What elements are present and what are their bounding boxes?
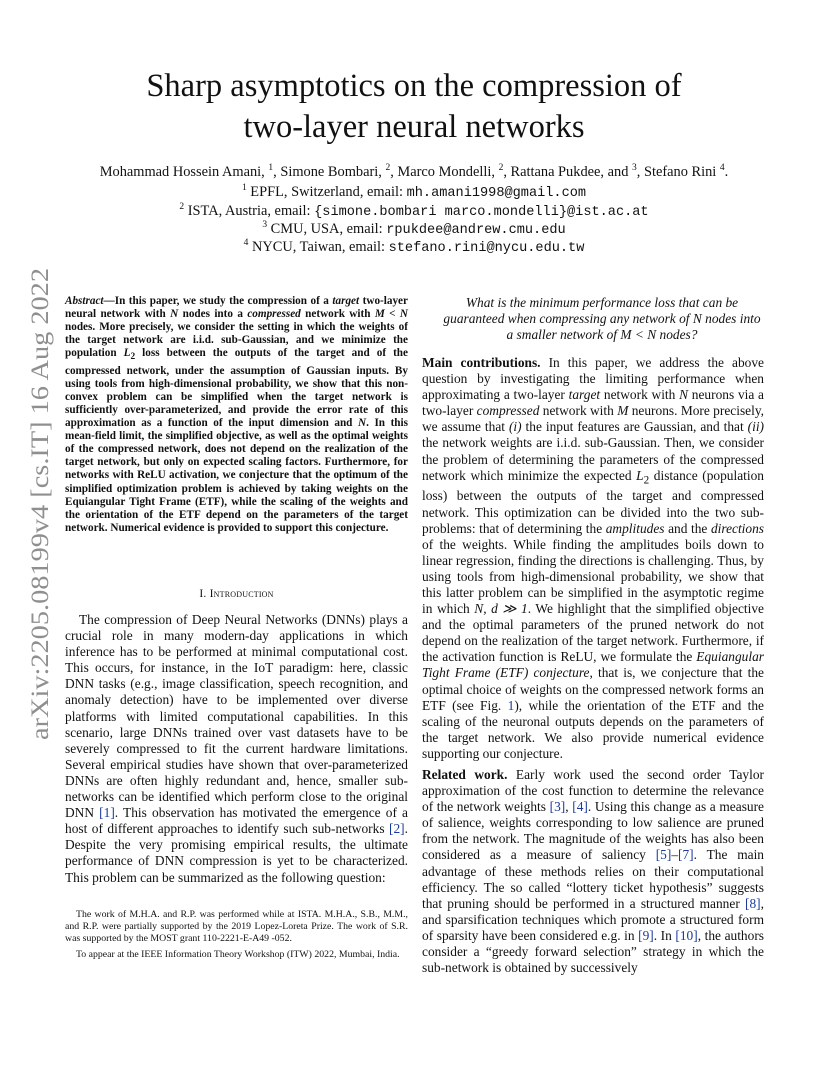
body-text: . Using this change as a measure of salience, weights corresponding to low salience are pruned from the network. The magnitude of the weights has also been considered as a measure of saliency: [422, 799, 764, 863]
author-mondelli: , Marco Mondelli,: [390, 164, 495, 180]
research-question: [440, 295, 764, 343]
figure-reference-link[interactable]: 1: [507, 697, 515, 713]
body-text: neurons via a two-layer: [422, 387, 765, 419]
author-affiliation-mark: 2: [498, 163, 504, 174]
body-text: ,: [565, 799, 573, 815]
abstract-text: . In this mean-field limit, the simplified objective, as well as the optimal weights of the compressed network, does not depend on the realization of the target network, but only on expected scaling factors. Furthermore, for networks with ReLU activation, we conjecture that the optimum of the simplified optimization problem is achieved by taking weights on the Equiangular Tight Frame (ETF), while the scaling of the weights and the orientation of the ETF depend on the parameters of the target network. Numerical evidence is provided to support this conjecture.: [65, 417, 408, 534]
abstract-text: —In this paper, we study the compression of a: [103, 295, 333, 307]
question-text: What is the minimum performance loss that can be guaranteed when compressing any network of: [443, 295, 739, 327]
math-symbol: N, d ≫ 1: [474, 601, 528, 617]
affiliation-text: CMU, USA, email:: [270, 221, 383, 237]
question-text: nodes?: [656, 327, 698, 343]
body-emphasis: (i): [508, 419, 522, 435]
body-emphasis: amplitudes: [605, 520, 665, 536]
citation-link[interactable]: [7]: [678, 847, 694, 863]
math-subscript: 2: [130, 352, 136, 363]
affiliation-mark: 4: [243, 238, 249, 249]
related-work-paragraph: [422, 767, 764, 976]
body-emphasis: Equiangular Tight Frame (ETF) conjecture: [422, 649, 764, 681]
math-symbol: N: [357, 417, 367, 430]
body-text: and the: [664, 520, 711, 536]
body-text: . Despite the very promising empirical results, the ultimate performance of DNN compression is yet to be characterized. This problem can be summarized as the following question:: [65, 821, 408, 885]
citation-link[interactable]: [3]: [549, 799, 566, 815]
footnote: [65, 909, 408, 961]
citation-link[interactable]: [1]: [99, 805, 115, 821]
paper-title-line-1: Sharp asymptotics on the compression of: [146, 68, 682, 104]
affiliation-email[interactable]: mh.amani1998@gmail.com: [406, 186, 587, 201]
math-symbol: L: [636, 467, 644, 483]
author-affiliation-mark: 3: [632, 163, 637, 174]
body-text: . The main advantage of these methods relies on their computational efficiency. The so called “lottery ticket hypothesis” suggests that pruning should be performed in a structured manner: [422, 847, 764, 911]
body-text: network with: [600, 387, 680, 403]
abstract-emphasis: compressed: [247, 308, 301, 321]
body-text: –: [671, 847, 679, 863]
body-text: In this paper, we address the above question by investigating the limiting performance when approximating a two-layer: [422, 355, 764, 403]
body-text: , and sparsification techniques which promote a structured form of sparsity have been considered e.g. in: [422, 895, 764, 943]
author-affiliation-mark: 4: [719, 163, 725, 174]
math-symbol: N: [679, 387, 689, 403]
citation-link[interactable]: [4]: [572, 799, 588, 815]
body-emphasis: directions: [710, 520, 764, 536]
math-symbol: M: [617, 403, 629, 419]
body-text: neurons. More precisely, we assume that: [422, 403, 764, 435]
question-text: nodes into a smaller network of: [506, 311, 761, 343]
body-text: the input features are Gaussian, and that: [521, 419, 748, 435]
paper-title-line-2: two-layer neural networks: [243, 109, 585, 145]
arxiv-identifier-stamp: [14, 266, 58, 742]
affiliation-text: NYCU, Taiwan, email:: [251, 239, 385, 255]
math-symbol: M < N: [374, 308, 408, 321]
abstract-text: two-layer neural network with: [65, 295, 408, 321]
author-affiliation-mark: 2: [385, 163, 391, 174]
author-pukdee: , Rattana Pukdee, and: [503, 164, 629, 180]
citation-link[interactable]: [9]: [638, 927, 654, 943]
main-contributions-heading: Main contributions.: [422, 355, 541, 370]
author-list-period: .: [724, 164, 729, 180]
affiliation-4: [20, 237, 808, 259]
body-emphasis: (ii): [747, 419, 765, 435]
author-bombari: , Simone Bombari,: [273, 164, 382, 180]
affiliation-email[interactable]: {simone.bombari marco.mondelli}@ist.ac.at: [314, 205, 649, 220]
math-symbol: M < N: [620, 327, 657, 343]
citation-link[interactable]: [8]: [745, 895, 761, 911]
body-text: , that is, we conjecture that the optimal choice of weights on the compressed network forms an ETF (see Fig.: [422, 665, 764, 713]
author-amani: Mohammad Hossein Amani,: [99, 164, 265, 180]
related-work-heading: Related work.: [422, 767, 508, 783]
abstract-text: nodes. More precisely, we consider the setting in which the weights of the target network are i.i.d. sub-Gaussian, and we minimize the population: [65, 321, 408, 360]
affiliation-mark: 3: [262, 220, 268, 231]
abstract-text: loss between the outputs of the target and of the compressed network, under the assumption of Gaussian inputs. By using tools from high-dimensional probability, we show that this non-convex problem can be simplified when the target network is sufficiently over-parameterized, and provide the error rate of this approximation as a function of the input dimension and: [65, 347, 408, 430]
abstract: [65, 295, 408, 535]
body-text: network with: [539, 403, 618, 419]
affiliation-email[interactable]: stefano.rini@nycu.edu.tw: [388, 241, 585, 256]
citation-link[interactable]: [5]: [655, 847, 672, 863]
citation-link[interactable]: [2]: [389, 821, 405, 837]
citation-link[interactable]: [10]: [675, 927, 698, 943]
math-subscript: 2: [643, 474, 650, 487]
section-heading-introduction: I. Introduction: [199, 587, 274, 600]
math-symbol: L: [123, 347, 131, 360]
affiliation-text: ISTA, Austria, email:: [187, 203, 311, 219]
affiliation-mark: 1: [241, 183, 247, 194]
footnote-funding: The work of M.H.A. and R.P. was performed while at ISTA. M.H.A., S.B., M.M., and R.P. were partially supported by the 2019 Lopez-Loreta Prize. The work of S.R. was supported by the MOST grant 110-2221-E-A49 -052.: [65, 909, 408, 944]
body-text: the network weights are i.i.d. sub-Gaussian. Then, we consider the problem of determining the parameters of the compressed network which minimize the expected: [422, 435, 764, 483]
paper-title: [80, 66, 748, 148]
abstract-text: network with: [300, 308, 375, 321]
affiliation-mark: 2: [179, 202, 185, 213]
body-text: . This observation has motivated the emergence of a host of different approaches to identify such sub-networks: [65, 805, 409, 837]
abstract-emphasis: target: [332, 295, 360, 307]
affiliation-email[interactable]: rpukdee@andrew.cmu.edu: [386, 223, 566, 238]
body-text: distance (population loss) between the outputs of the target and compressed network. This optimization can be divided into the two sub-problems: that of determining the: [422, 467, 764, 536]
body-text: The compression of Deep Neural Networks (DNNs) plays a crucial role in many modern-day applications in which inference has to be performed at minimal computational cost. This occurs, for instance, in the IoT paradigm: here, classic DNN tasks (e.g., image classification, speech recognition, and anomaly detection) have to be implemented over diverse platforms with limited computational capabilities. In this scenario, large DNNs trained over vast datasets have to be severely compressed to fit the current hardware limitations. Several empirical studies have shown that over-parameterized DNNs are often highly redundant and, hence, smaller sub-networks can be identified which perform close to the original DNN: [65, 612, 408, 821]
abstract-label: Abstract: [65, 295, 104, 307]
affiliation-text: EPFL, Switzerland, email:: [250, 184, 403, 200]
body-text: of the weights. While finding the amplitudes boils down to linear regression, finding the directions is challenging. Thus, by using tools from high-dimensional probability, we show that this latter problem can be simplified in the asymptotic regime in which: [422, 536, 764, 617]
author-affiliation-mark: 1: [268, 163, 274, 174]
math-symbol: N: [170, 308, 179, 321]
body-text: Early work used the second order Taylor approximation of the cost function to determine the relevance of the network weights: [422, 767, 764, 815]
arxiv-identifier-text: arXiv:2205.08199v4 [cs.IT] 16 Aug 2022: [25, 315, 54, 740]
body-emphasis: compressed: [476, 403, 540, 419]
main-contributions-paragraph: [422, 355, 764, 762]
body-text: , the authors consider a “greedy forward selection” strategy in which the sub-network is obtained by successively: [422, 927, 764, 976]
body-text: . We highlight that the simplified objective and the optimal parameters of the pruned network do not depend on the realization of the target network. Furthermore, if the activation function is ReLU, we formulate the: [422, 601, 764, 665]
author-rini: , Stefano Rini: [636, 164, 717, 180]
introduction-body: [65, 612, 408, 886]
abstract-text: nodes into a: [178, 308, 248, 321]
footnote-venue: To appear at the IEEE Information Theory Workshop (ITW) 2022, Mumbai, India.: [76, 948, 400, 960]
author-list: [20, 162, 808, 182]
math-symbol: N: [692, 311, 702, 327]
body-text: ), while the orientation of the ETF and the scaling of the neuronal outputs depends on the parameters of the target network. We also provide numerical evidence supporting our conjecture.: [422, 697, 764, 761]
right-column-body: [422, 355, 764, 976]
body-text: . In: [653, 927, 676, 943]
body-emphasis: target: [568, 387, 601, 403]
